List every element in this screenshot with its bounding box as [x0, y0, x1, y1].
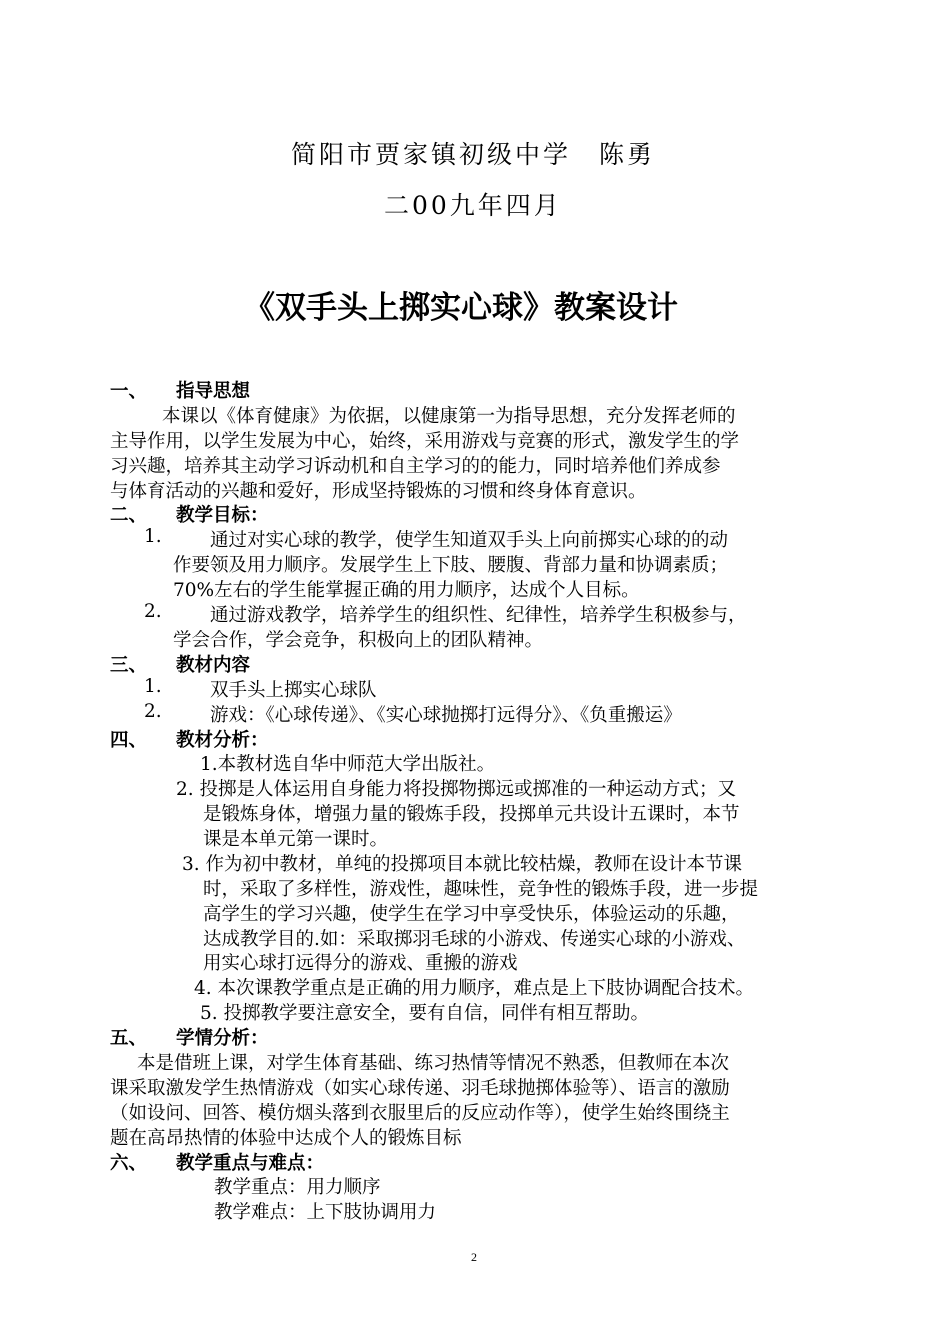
- list-item-line: 2. 投掷是人体运用自身能力将投掷物掷远或掷准的一种运动方式；又: [176, 779, 737, 800]
- list-item-line: 通过对实心球的教学，使学生知道双手头上向前掷实心球的的动: [210, 530, 729, 551]
- list-item-line: 游戏：《心球传递》、《实心球抛掷打远得分》、《负重搬运》: [210, 705, 682, 726]
- list-item-line: 4. 本次课教学重点是正确的用力顺序，难点是上下肢协调配合技术。: [194, 978, 755, 999]
- list-item-line: 达成教学目的.如：采取掷羽毛球的小游戏、传递实心球的小游戏、: [203, 929, 746, 950]
- list-item-line: 1.本教材选自华中师范大学出版社。: [200, 754, 496, 775]
- list-item-line: 通过游戏教学，培养学生的组织性、纪律性，培养学生积极参与，: [210, 605, 747, 626]
- list-number: 2.: [144, 701, 162, 722]
- paragraph-line: 题在高昂热情的体验中达成个人的锻炼目标: [110, 1128, 462, 1149]
- school-author-line: 简阳市贾家镇初级中学 陈勇: [291, 140, 656, 169]
- paragraph-line: 教学难点：上下肢协调用力: [214, 1202, 437, 1223]
- list-item-line: 3. 作为初中教材，单纯的投掷项目本就比较枯燥，教师在设计本节课: [182, 854, 743, 875]
- section-number: 一、: [110, 381, 148, 402]
- paragraph-line: 习兴趣，培养其主动学习诉动机和自主学习的的能力，同时培养他们养成参: [110, 456, 721, 477]
- list-item-line: 双手头上掷实心球队: [210, 680, 377, 701]
- section-heading: 指导思想: [176, 381, 251, 402]
- list-number: 1.: [144, 526, 162, 547]
- section-number: 四、: [110, 730, 148, 751]
- document-title: 《双手头上掷实心球》教案设计: [244, 290, 678, 326]
- list-item-line: 时，采取了多样性，游戏性，趣味性，竞争性的锻炼手段，进一步提: [203, 879, 759, 900]
- section-heading: 教学重点与难点：: [176, 1153, 325, 1174]
- section-number: 五、: [110, 1028, 148, 1049]
- section-heading: 教材内容: [176, 655, 251, 676]
- section-number: 六、: [110, 1153, 148, 1174]
- paragraph-line: 课采取激发学生热情游戏（如实心球传递、羽毛球抛掷体验等）、语言的激励: [110, 1078, 730, 1099]
- paragraph-line: 本是借班上课，对学生体育基础、练习热情等情况不熟悉，但教师在本次: [137, 1053, 730, 1074]
- list-item-line: 作要领及用力顺序。发展学生上下肢、腰腹、背部力量和协调素质；: [173, 555, 729, 576]
- list-item-line: 70%左右的学生能掌握正确的用力顺序，达成个人目标。: [173, 580, 640, 601]
- paragraph-line: 教学重点：用力顺序: [214, 1177, 381, 1198]
- list-number: 1.: [144, 676, 162, 697]
- section-number: 二、: [110, 505, 148, 526]
- paragraph-line: 与体育活动的兴趣和爱好，形成坚持锻炼的习惯和终身体育意识。: [110, 481, 647, 502]
- paragraph-line: 本课以《体育健康》为依据，以健康第一为指导思想，充分发挥老师的: [162, 406, 736, 427]
- list-item-line: 用实心球打远得分的游戏、重搬的游戏: [203, 953, 518, 974]
- list-item-line: 是锻炼身体，增强力量的锻炼手段，投掷单元共设计五课时，本节: [203, 804, 740, 825]
- date-line: 二00九年四月: [384, 191, 562, 220]
- paragraph-line: （如设问、回答、模仿烟头落到衣服里后的反应动作等），使学生始终围绕主: [110, 1103, 730, 1124]
- paragraph-line: 主导作用，以学生发展为中心，始终，采用游戏与竞赛的形式，激发学生的学: [110, 431, 740, 452]
- section-number: 三、: [110, 655, 148, 676]
- list-item-line: 5. 投掷教学要注意安全，要有自信，同伴有相互帮助。: [200, 1003, 650, 1024]
- page-number: 2: [471, 1250, 477, 1264]
- section-heading: 教材分析：: [176, 730, 269, 751]
- list-item-line: 课是本单元第一课时。: [203, 829, 389, 850]
- list-item-line: 学会合作，学会竞争，积极向上的团队精神。: [173, 630, 544, 651]
- section-heading: 教学目标：: [176, 505, 269, 526]
- list-item-line: 高学生的学习兴趣，使学生在学习中享受快乐，体验运动的乐趣，: [203, 904, 740, 925]
- list-number: 2.: [144, 601, 162, 622]
- section-heading: 学情分析：: [176, 1028, 269, 1049]
